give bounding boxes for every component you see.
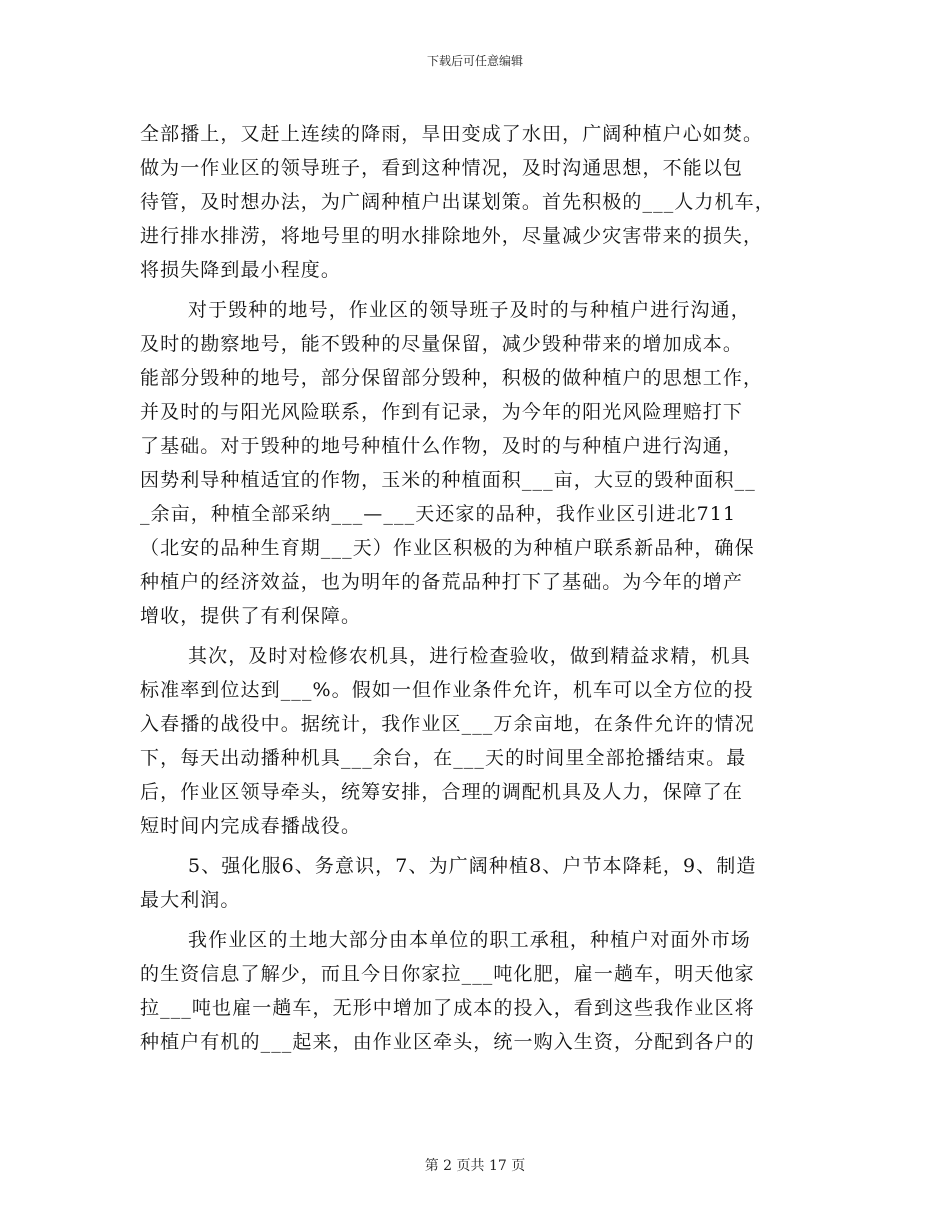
text-line: 待管，及时想办法，为广阔种植户出谋划策。首先积极的___人力机车， bbox=[140, 191, 775, 213]
text-line: 下，每天出动播种机具___余台，在___天的时间里全部抢播结束。最 bbox=[140, 747, 747, 769]
paragraph-2 bbox=[140, 293, 820, 633]
text-line: 及时的勘察地号，能不毁种的尽量保留，减少毁种带来的增加成本。 bbox=[140, 333, 744, 355]
text-line: 增收，提供了有利保障。 bbox=[140, 605, 362, 627]
paragraph-5 bbox=[140, 923, 820, 1059]
text-line: 将损失降到最小程度。 bbox=[140, 259, 342, 281]
paragraph-4 bbox=[140, 849, 820, 917]
text-line: 我作业区的土地大部分由本单位的职工承租，种植户对面外市场 bbox=[188, 929, 751, 951]
text-line: 其次，及时对检修农机具，进行检查验收，做到精益求精，机具 bbox=[188, 645, 751, 667]
document-body bbox=[140, 117, 820, 1059]
text-line: 进行排水排涝，将地号里的明水排除地外，尽量减少灾害带来的损失， bbox=[140, 225, 764, 247]
paragraph-3 bbox=[140, 639, 820, 843]
text-line: 5、强化服6、务意识，7、为广阔种植8、户节本降耗，9、制造 bbox=[188, 855, 757, 877]
text-line: 短时间内完成春播战役。 bbox=[140, 815, 362, 837]
text-line: 入春播的战役中。据统计，我作业区___万余亩地，在条件允许的情况 bbox=[140, 713, 755, 735]
text-line: 能部分毁种的地号，部分保留部分毁种，积极的做种植户的思想工作， bbox=[140, 367, 764, 389]
text-line: 标准率到位达到___%。假如一但作业条件允许，机车可以全方位的投 bbox=[140, 679, 754, 701]
text-line: 并及时的与阳光风险联系，作到有记录，为今年的阳光风险理赔打下 bbox=[140, 401, 744, 423]
text-line: 对于毁种的地号，作业区的领导班子及时的与种植户进行沟通， bbox=[188, 299, 751, 321]
page-footer: 第 2 页共 17 页 bbox=[424, 1158, 526, 1174]
text-line: 因势利导种植适宜的作物，玉米的种植面积___亩，大豆的毁种面积__ bbox=[140, 469, 756, 491]
text-line: 种植户有机的___起来，由作业区牵头，统一购入生资，分配到各户的 bbox=[140, 1031, 755, 1053]
text-line: 后，作业区领导牵头，统筹安排，合理的调配机具及人力，保障了在 bbox=[140, 781, 744, 803]
text-line: 拉___吨也雇一趟车，无形中增加了成本的投入，看到这些我作业区将 bbox=[140, 997, 755, 1019]
text-line: （北安的品种生育期___天）作业区积极的为种植户联系新品种，确保 bbox=[140, 537, 755, 559]
text-line: 全部播上，又赶上连续的降雨，旱田变成了水田，广阔种植户心如焚。 bbox=[140, 123, 764, 145]
text-line: 做为一作业区的领导班子，看到这种情况，及时沟通思想，不能以包 bbox=[140, 157, 744, 179]
paragraph-1 bbox=[140, 117, 820, 287]
text-line: 的生资信息了解少，而且今日你家拉___吨化肥，雇一趟车，明天他家 bbox=[140, 963, 755, 985]
text-line: 了基础。对于毁种的地号种植什么作物，及时的与种植户进行沟通， bbox=[140, 435, 744, 457]
text-line: 种植户的经济效益，也为明年的备荒品种打下了基础。为今年的增产 bbox=[140, 571, 744, 593]
text-line: _余亩，种植全部采纳___—___天还家的品种，我作业区引进北711 bbox=[140, 503, 737, 525]
text-line: 最大利润。 bbox=[140, 889, 241, 911]
page-header: 下载后可任意编辑 bbox=[426, 54, 523, 68]
